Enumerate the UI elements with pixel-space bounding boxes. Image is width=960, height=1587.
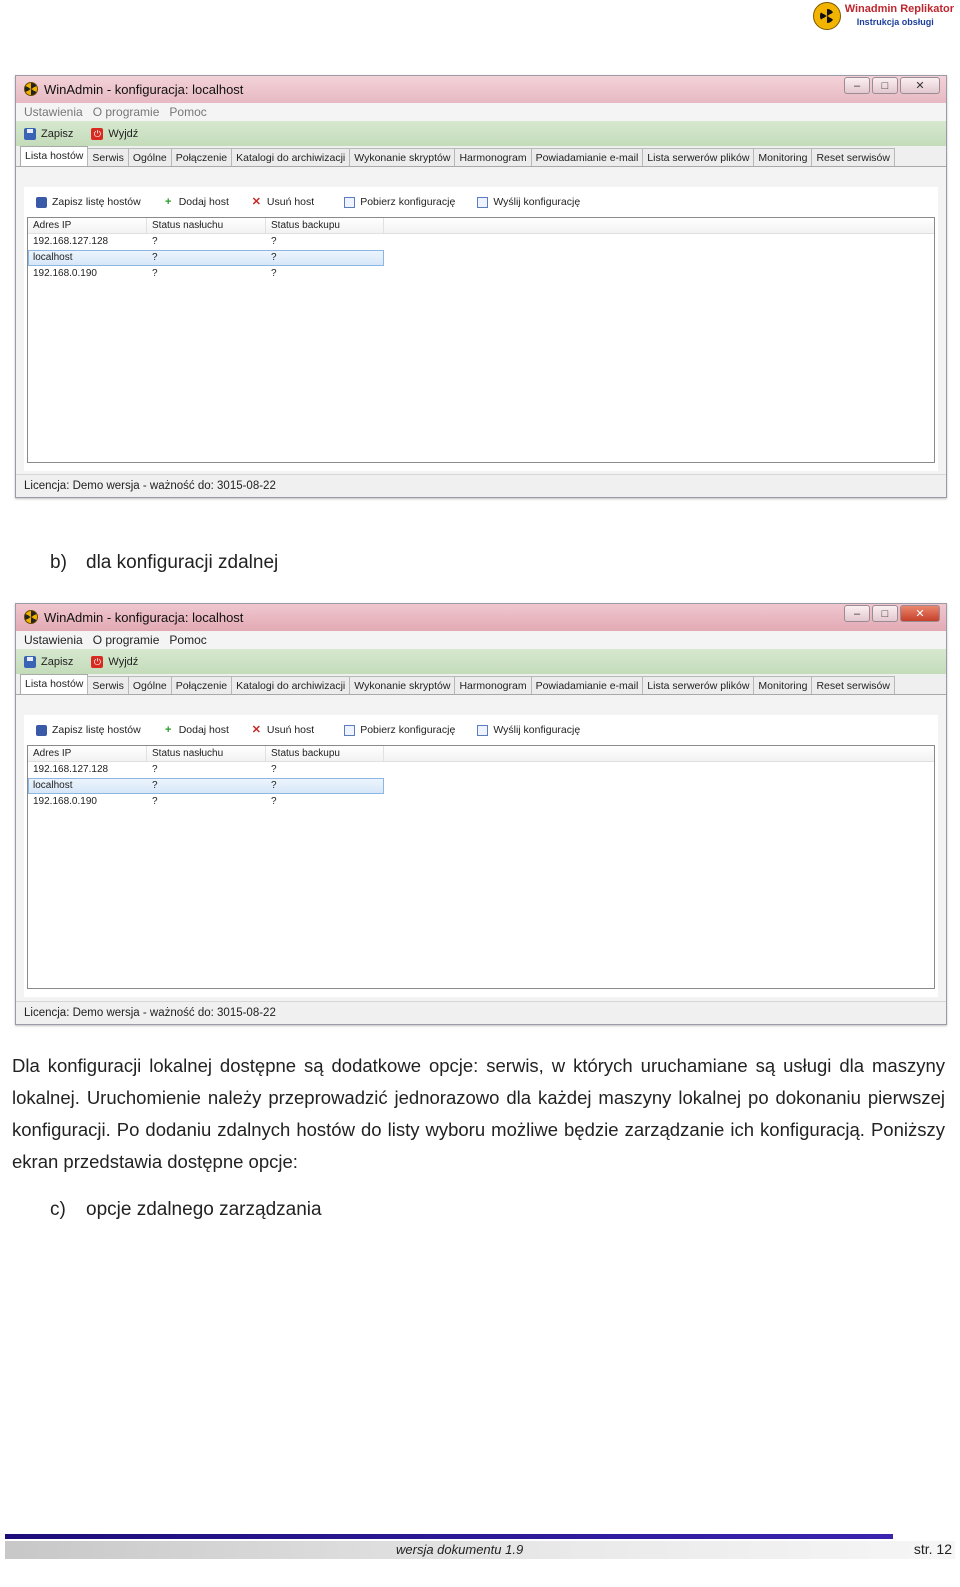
tab-powiadamianie[interactable]: Powiadamianie e-mail: [531, 676, 644, 694]
column-header-backup[interactable]: Status backupu: [266, 218, 384, 233]
tab-lista-serwerow[interactable]: Lista serwerów plików: [642, 676, 754, 694]
tab-powiadamianie[interactable]: Powiadamianie e-mail: [531, 148, 644, 166]
send-config-label: Wyślij konfigurację: [493, 196, 581, 208]
tab-polaczenie[interactable]: Połączenie: [171, 676, 232, 694]
save-disk-icon: [24, 656, 36, 668]
save-button[interactable]: [24, 128, 73, 140]
remove-host-label: Usuń host: [266, 196, 315, 208]
heading-b-label: b): [50, 552, 67, 573]
remove-host-button[interactable]: [251, 196, 314, 208]
plus-icon: +: [164, 723, 172, 736]
add-host-button[interactable]: [163, 724, 229, 736]
disk-icon: [36, 725, 47, 736]
remove-host-label: Usuń host: [266, 724, 315, 736]
menu-ustawienia[interactable]: Ustawienia: [24, 633, 83, 647]
fetch-config-label: Pobierz konfigurację: [360, 196, 456, 208]
screenshot-window-remote: [15, 603, 947, 1025]
exit-label: Wyjdź: [108, 655, 139, 668]
close-button[interactable]: ✕: [900, 77, 940, 94]
document-logo: [813, 2, 954, 30]
column-header-ip[interactable]: Adres IP: [28, 218, 147, 233]
status-bar: Licencja: Demo wersja - ważność do: 3015-08-22: [16, 474, 946, 497]
download-document-icon: [344, 725, 355, 736]
status-bar: Licencja: Demo wersja - ważność do: 3015-08-22: [16, 1001, 946, 1024]
exit-label: Wyjdź: [108, 127, 139, 140]
menu-pomoc[interactable]: Pomoc: [169, 105, 207, 119]
menu-pomoc[interactable]: Pomoc: [169, 633, 207, 647]
close-button[interactable]: ✕: [900, 605, 940, 622]
host-list[interactable]: [27, 745, 935, 989]
cell-ip: 192.168.127.128: [33, 236, 109, 247]
tab-panel: [24, 715, 938, 997]
app-icon: [24, 82, 38, 96]
title-bar: [16, 76, 946, 103]
save-disk-icon: [24, 128, 36, 140]
footer-version: wersja dokumentu 1.9: [396, 1542, 524, 1557]
tab-katalogi[interactable]: Katalogi do archiwizacji: [231, 148, 350, 166]
save-label: Zapisz: [41, 655, 74, 668]
host-toolbar: [24, 187, 938, 217]
logo-title: Winadmin Replikator: [844, 3, 954, 15]
host-list[interactable]: [27, 217, 935, 463]
cell-listen: ?: [152, 252, 158, 263]
save-label: Zapisz: [41, 127, 74, 140]
menu-o-programie[interactable]: O programie: [92, 633, 160, 647]
screenshot-window-local: [15, 75, 947, 498]
tab-serwis[interactable]: Serwis: [87, 148, 129, 166]
cell-backup: ?: [271, 764, 277, 775]
main-toolbar: [16, 121, 946, 146]
cell-listen: ?: [152, 764, 158, 775]
cell-ip: 192.168.0.190: [33, 268, 97, 279]
cell-backup: ?: [271, 796, 277, 807]
title-bar: [16, 604, 946, 631]
menu-bar: [16, 631, 946, 649]
table-row[interactable]: [28, 762, 934, 778]
column-header-listen[interactable]: Status nasłuchu: [147, 218, 266, 233]
fetch-config-button[interactable]: [344, 724, 455, 736]
cell-backup: ?: [271, 252, 277, 263]
save-host-list-button[interactable]: [36, 724, 141, 736]
tab-strip: [16, 146, 946, 167]
cell-ip: 192.168.0.190: [33, 796, 97, 807]
footer-page-number: str. 12: [913, 1541, 952, 1557]
heading-b-text: dla konfiguracji zdalnej: [86, 552, 279, 573]
cell-listen: ?: [152, 268, 158, 279]
menu-ustawienia[interactable]: Ustawienia: [24, 105, 83, 119]
cell-ip: localhost: [33, 252, 73, 263]
cell-ip: 192.168.127.128: [33, 764, 109, 775]
remove-host-button[interactable]: [251, 724, 314, 736]
fetch-config-label: Pobierz konfigurację: [360, 724, 456, 736]
cell-backup: ?: [271, 780, 277, 791]
table-row[interactable]: [28, 794, 934, 810]
power-icon: ⏻: [91, 128, 103, 140]
tab-lista-hostow[interactable]: Lista hostów: [20, 146, 88, 166]
add-host-button[interactable]: [163, 196, 229, 208]
list-header: [28, 218, 934, 234]
tab-wykonanie-skryptow[interactable]: Wykonanie skryptów: [349, 676, 455, 694]
maximize-button[interactable]: □: [872, 605, 898, 622]
body-paragraph: Dla konfiguracji lokalnej dostępne są dodatkowe opcje: serwis, w których uruchamiane są usługi dla maszyny lokalnej. Uruchomienie należy przeprowadzić jednorazowo dla każdej maszyny lokalnej po dokonaniu pierwszej konfiguracji. Po dodaniu zdalnych hostów do listy wyboru możliwe będzie zarządzanie ich konfiguracją. Poniższy ekran przedstawia dostępne opcje:: [12, 1055, 945, 1172]
tab-lista-hostow[interactable]: Lista hostów: [20, 674, 88, 694]
tab-strip: [16, 674, 946, 695]
radiation-logo-icon: [813, 2, 841, 30]
minimize-button[interactable]: –: [844, 605, 870, 622]
upload-document-icon: [477, 725, 488, 736]
heading-c-label: c): [50, 1199, 66, 1220]
column-header-backup[interactable]: Status backupu: [266, 746, 384, 761]
save-host-list-button[interactable]: [36, 196, 141, 208]
cell-backup: ?: [271, 268, 277, 279]
send-config-button[interactable]: [477, 196, 580, 208]
tab-monitoring[interactable]: Monitoring: [753, 148, 812, 166]
tab-ogolne[interactable]: Ogólne: [128, 148, 172, 166]
cell-ip: localhost: [33, 780, 73, 791]
cell-backup: ?: [271, 236, 277, 247]
tab-reset-serwisow[interactable]: Reset serwisów: [811, 148, 895, 166]
tab-lista-serwerow[interactable]: Lista serwerów plików: [642, 148, 754, 166]
maximize-button[interactable]: □: [872, 77, 898, 94]
tab-harmonogram[interactable]: Harmonogram: [454, 676, 531, 694]
x-icon: ✕: [251, 723, 262, 736]
logo-subtitle: Instrukcja obsługi: [856, 17, 934, 27]
window-title: WinAdmin - konfiguracja: localhost: [44, 610, 244, 625]
table-row[interactable]: [28, 234, 934, 250]
upload-document-icon: [477, 197, 488, 208]
tab-monitoring[interactable]: Monitoring: [753, 676, 812, 694]
cell-listen: ?: [152, 780, 158, 791]
list-header: [28, 746, 934, 762]
app-icon: [24, 610, 38, 624]
tab-katalogi[interactable]: Katalogi do archiwizacji: [231, 676, 350, 694]
column-header-ip[interactable]: Adres IP: [28, 746, 147, 761]
footer-rule: [5, 1534, 893, 1539]
cell-listen: ?: [152, 796, 158, 807]
exit-button[interactable]: [91, 128, 138, 140]
tab-serwis[interactable]: Serwis: [87, 676, 129, 694]
send-config-button[interactable]: [477, 724, 580, 736]
heading-c: [50, 1199, 322, 1221]
x-icon: ✕: [251, 195, 262, 208]
exit-button[interactable]: [91, 656, 138, 668]
fetch-config-button[interactable]: [344, 196, 455, 208]
save-host-list-label: Zapisz listę hostów: [52, 196, 141, 208]
download-document-icon: [344, 197, 355, 208]
disk-icon: [36, 197, 47, 208]
send-config-label: Wyślij konfigurację: [493, 724, 581, 736]
save-button[interactable]: [24, 656, 73, 668]
tab-panel: [24, 187, 938, 471]
tab-harmonogram[interactable]: Harmonogram: [454, 148, 531, 166]
minimize-button[interactable]: –: [844, 77, 870, 94]
table-row-selected[interactable]: [28, 778, 384, 794]
tab-ogolne[interactable]: Ogólne: [128, 676, 172, 694]
tab-wykonanie-skryptow[interactable]: Wykonanie skryptów: [349, 148, 455, 166]
heading-c-text: opcje zdalnego zarządzania: [86, 1199, 322, 1220]
save-host-list-label: Zapisz listę hostów: [52, 724, 141, 736]
plus-icon: +: [164, 195, 172, 208]
window-title: WinAdmin - konfiguracja: localhost: [44, 82, 244, 97]
cell-listen: ?: [152, 236, 158, 247]
menu-bar: [16, 103, 946, 121]
add-host-label: Dodaj host: [178, 724, 229, 736]
heading-b: [50, 552, 278, 574]
power-icon: ⏻: [91, 656, 103, 668]
host-toolbar: [24, 715, 938, 745]
table-row-selected[interactable]: [28, 250, 384, 266]
column-header-listen[interactable]: Status nasłuchu: [147, 746, 266, 761]
menu-o-programie[interactable]: O programie: [92, 105, 160, 119]
tab-polaczenie[interactable]: Połączenie: [171, 148, 232, 166]
main-toolbar: [16, 649, 946, 674]
tab-reset-serwisow[interactable]: Reset serwisów: [811, 676, 895, 694]
add-host-label: Dodaj host: [178, 196, 229, 208]
table-row[interactable]: [28, 266, 934, 282]
